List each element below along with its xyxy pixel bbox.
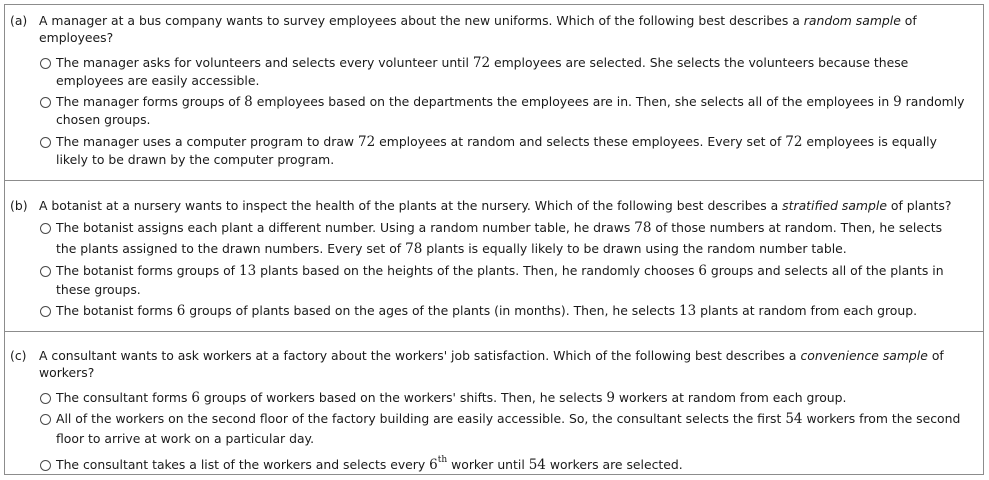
option-b1-label-cont[interactable]: the plants assigned to the drawn numbers. Every set of 78 plants is equally likely to be drawn using the random number table. [56, 241, 847, 257]
option-b2-radio[interactable] [40, 266, 51, 277]
option-a2-label[interactable]: The manager forms groups of 8 employees based on the departments the employees are in. Then, she selects all of the employees in 9 randomly [56, 94, 965, 110]
option-a3-label-cont[interactable]: likely to be drawn by the computer program. [56, 152, 335, 167]
question-prompt-cont: workers? [39, 365, 95, 380]
option-b1-radio[interactable] [40, 223, 51, 234]
question-c [5, 331, 983, 476]
question-panel [4, 4, 984, 475]
option-a2-radio[interactable] [40, 97, 51, 108]
option-c1-radio[interactable] [40, 393, 51, 404]
option-a3-label[interactable]: The manager uses a computer program to draw 72 employees at random and selects these employees. Every set of 72 employees is equally [56, 134, 937, 150]
option-c2-label[interactable]: All of the workers on the second floor of the factory building are easily accessible. So, the consultant selects the first 54 workers from the second [56, 411, 961, 427]
question-b [5, 180, 983, 331]
option-b2-label[interactable]: The botanist forms groups of 13 plants based on the heights of the plants. Then, he randomly chooses 6 groups and selects all of the plants in [56, 263, 944, 279]
question-prompt: A consultant wants to ask workers at a factory about the workers' job satisfaction. Which of the following best describes a convenience sample of [39, 348, 944, 363]
option-b1-label[interactable]: The botanist assigns each plant a different number. Using a random number table, he draws 78 of those numbers at random. Then, he selects [56, 220, 943, 236]
option-a1-radio[interactable] [40, 58, 51, 69]
question-a [5, 5, 983, 180]
option-b3-label[interactable]: The botanist forms 6 groups of plants based on the ages of the plants (in months). Then, he selects 13 plants at random from each group. [56, 303, 918, 319]
question-prompt-cont: employees? [39, 30, 114, 45]
option-a3-radio[interactable] [40, 137, 51, 148]
question-letter: (b) [10, 198, 28, 213]
option-a1-label[interactable]: The manager asks for volunteers and selects every volunteer until 72 employees are selected. She selects the volunteers because these [56, 55, 909, 71]
option-c2-radio[interactable] [40, 414, 51, 425]
option-c3-radio[interactable] [40, 460, 51, 471]
option-c1-label[interactable]: The consultant forms 6 groups of workers based on the workers' shifts. Then, he selects 9 workers at random from each group. [56, 390, 847, 406]
option-c3-label[interactable]: The consultant takes a list of the workers and selects every 6th worker until 54 workers are selected. [56, 455, 683, 473]
question-prompt: A botanist at a nursery wants to inspect the health of the plants at the nursery. Which of the following best describes a stratified sample of plants? [39, 198, 952, 213]
question-prompt: A manager at a bus company wants to survey employees about the new uniforms. Which of the following best describes a random sample of [39, 13, 917, 28]
option-b3-radio[interactable] [40, 306, 51, 317]
option-b2-label-cont[interactable]: these groups. [56, 282, 141, 297]
option-a1-label-cont[interactable]: employees are easily accessible. [56, 73, 260, 88]
option-c2-label-cont[interactable]: floor to arrive at work on a particular day. [56, 431, 315, 446]
question-letter: (c) [10, 348, 27, 363]
option-a2-label-cont[interactable]: chosen groups. [56, 112, 151, 127]
question-letter: (a) [10, 13, 28, 28]
